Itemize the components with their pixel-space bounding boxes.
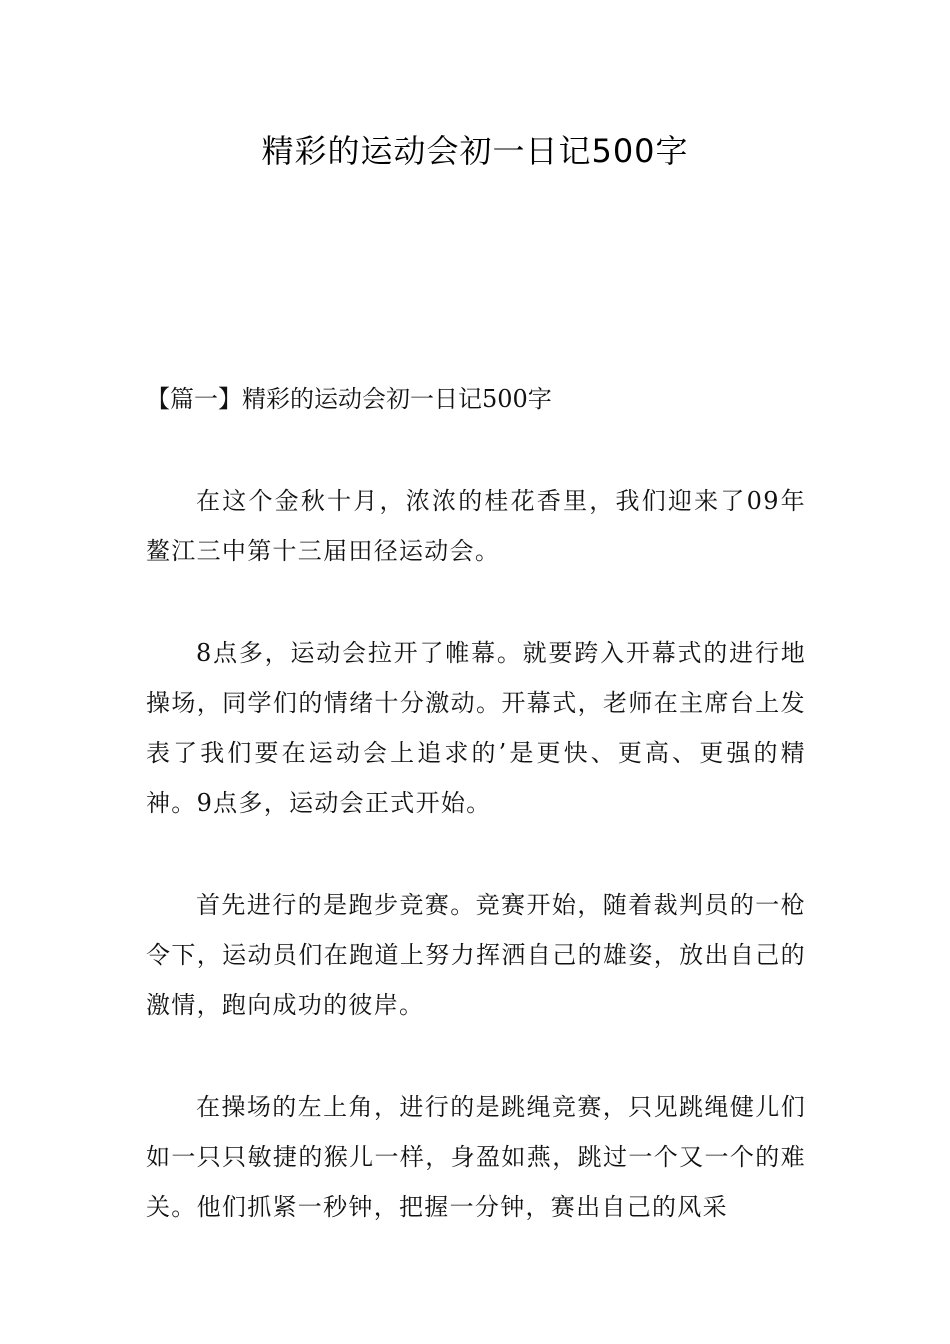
section-heading: 【篇一】精彩的运动会初一日记500字 bbox=[146, 385, 552, 413]
paragraph: 首先进行的是跑步竞赛。竞赛开始，随着裁判员的一枪令下，运动员们在跑道上努力挥洒自己的雄姿，放出自己的激情，跑向成功的彼岸。 bbox=[146, 891, 806, 1019]
paragraph: 在操场的左上角，进行的是跳绳竞赛，只见跳绳健儿们如一只只敏捷的猴儿一样，身盈如燕，跳过一个又一个的难关。他们抓紧一秒钟，把握一分钟，赛出自己的风采 bbox=[146, 1093, 806, 1221]
document-body bbox=[146, 374, 806, 1284]
document-title: 精彩的运动会初一日记500字 bbox=[261, 132, 689, 170]
paragraph: 在这个金秋十月，浓浓的桂花香里，我们迎来了09年鳌江三中第十三届田径运动会。 bbox=[146, 487, 806, 565]
paragraph: 8点多，运动会拉开了帷幕。就要跨入开幕式的进行地操场，同学们的情绪十分激动。开幕式，老师在主席台上发表了我们要在运动会上追求的’是更快、更高、更强的精神。9点多，运动会正式开始。 bbox=[146, 639, 806, 817]
